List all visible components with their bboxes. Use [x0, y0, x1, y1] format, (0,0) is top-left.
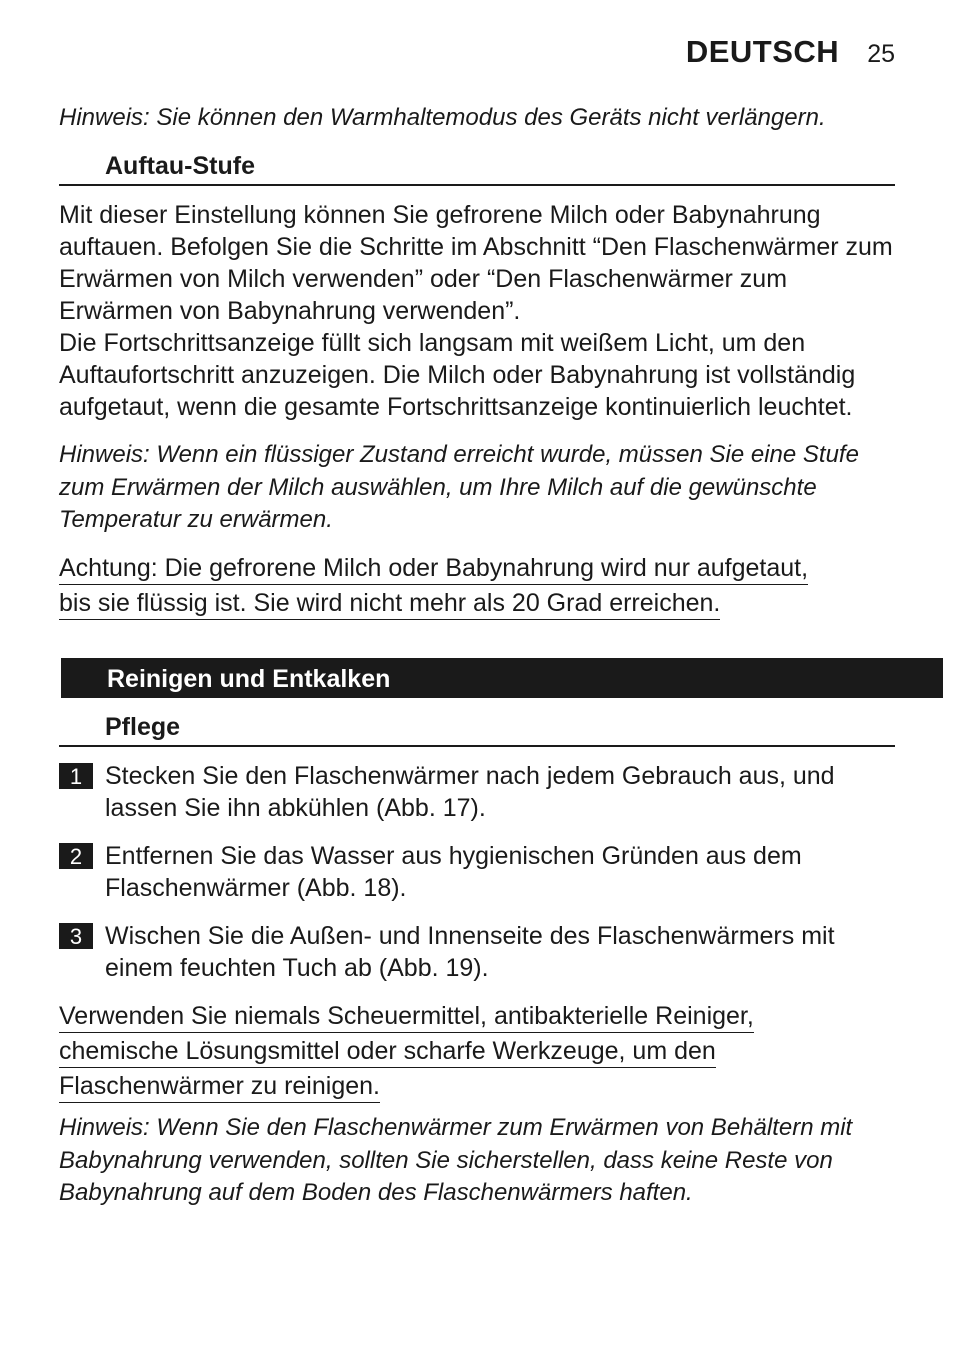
- subheading-care: Pflege: [59, 712, 895, 747]
- note-keep-warm: Hinweis: Sie können den Warmhaltemodus des Geräts nicht verlängern.: [59, 104, 826, 131]
- step-3: [59, 920, 895, 984]
- thaw-paragraph-2: Die Fortschrittsanzeige füllt sich langsam mit weißem Licht, um den Auftaufortschritt anzuzeigen. Die Milch oder Babynahrung ist vollständig aufgetaut, wenn die gesamte Fortschrittsanzeige kontinuierlich leuchtet.: [59, 329, 856, 421]
- step-number-badge: 3: [59, 923, 93, 949]
- thaw-warning-line-1: Achtung: Die gefrorene Milch oder Babynahrung wird nur aufgetaut,: [59, 553, 808, 585]
- cleaning-note: Hinweis: Wenn Sie den Flaschenwärmer zum Erwärmen von Behältern mit Babynahrung verwenden, sollten Sie sicherstellen, dass keine Reste von Babynahrung auf dem Boden des Flaschenwärmers haften.: [59, 1114, 853, 1206]
- step-number-badge: 1: [59, 763, 93, 789]
- step-text: Wischen Sie die Außen- und Innenseite des Flaschenwärmers mit einem feuchten Tuch ab (Abb. 19).: [105, 922, 835, 982]
- language-label: DEUTSCH: [685, 34, 840, 69]
- cleaning-warning-line-2: chemische Lösungsmittel oder scharfe Werkzeuge, um den: [59, 1036, 716, 1068]
- step-text: Stecken Sie den Flaschenwärmer nach jedem Gebrauch aus, und lassen Sie ihn abkühlen (Abb. 17).: [105, 762, 835, 822]
- step-1: [59, 760, 895, 824]
- page-header: [686, 34, 895, 70]
- thaw-warning-line-2: bis sie flüssig ist. Sie wird nicht mehr als 20 Grad erreichen.: [59, 588, 720, 620]
- step-text: Entfernen Sie das Wasser aus hygienischen Gründen aus dem Flaschenwärmer (Abb. 18).: [105, 842, 802, 902]
- thaw-paragraph-1: Mit dieser Einstellung können Sie gefrorene Milch oder Babynahrung auftauen. Befolgen Sie die Schritte im Abschnitt “Den Flaschenwärmer zum Erwärmen von Milch verwenden” oder “Den Flaschenwärmer zum Erwärmen von Babynahrung verwenden”.: [59, 201, 893, 325]
- cleaning-warning: [59, 1000, 895, 1103]
- thaw-note: Hinweis: Wenn ein flüssiger Zustand erreicht wurde, müssen Sie eine Stufe zum Erwärmen der Milch auswählen, um Ihre Milch auf die gewünschte Temperatur zu erwärmen.: [59, 441, 859, 533]
- page-number: 25: [867, 40, 895, 68]
- step-number-badge: 2: [59, 843, 93, 869]
- cleaning-warning-line-3: Flaschenwärmer zu reinigen.: [59, 1071, 380, 1103]
- cleaning-warning-line-1: Verwenden Sie niemals Scheuermittel, antibakterielle Reiniger,: [59, 1001, 754, 1033]
- thaw-warning: [59, 552, 895, 620]
- section-title-cleaning: Reinigen und Entkalken: [61, 658, 943, 698]
- subheading-thaw: Auftau-Stufe: [59, 151, 895, 186]
- step-2: [59, 840, 895, 904]
